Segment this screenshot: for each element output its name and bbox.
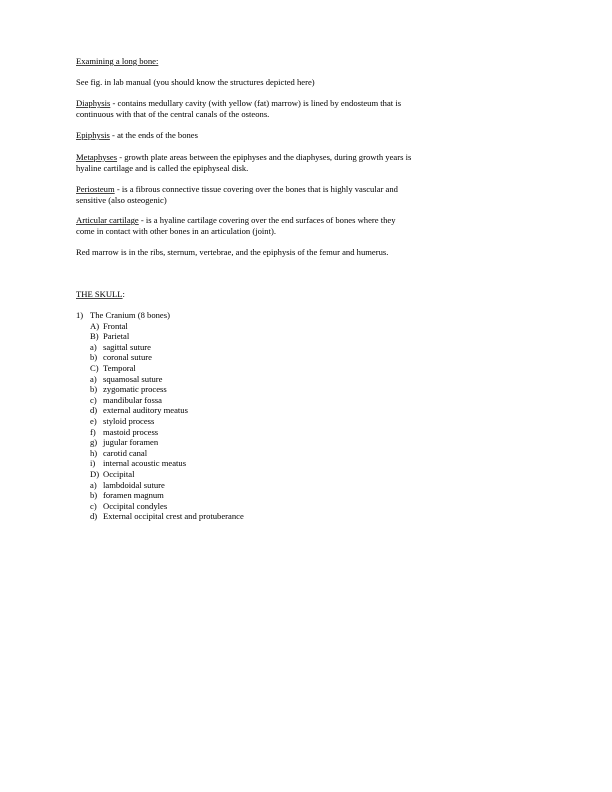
skull-heading-suffix: : (122, 289, 125, 299)
outline-item-text: Parietal (103, 331, 130, 342)
definition-periosteum (76, 184, 416, 205)
outline-item-label: A) (90, 320, 100, 331)
definition-text: - is a fibrous connective tissue covering over the bones that is highly vascular and sensitive (also osteogenic) (76, 184, 398, 205)
red-marrow-paragraph: Red marrow is in the ribs, sternum, vertebrae, and the epiphysis of the femur and humerus. (76, 247, 389, 257)
outline-item-label: g) (90, 437, 98, 448)
definition-metaphyses (76, 152, 416, 173)
outline-item-label: d) (90, 405, 98, 416)
outline-item-label: h) (90, 447, 98, 458)
outline-item-text: coronal suture (103, 352, 152, 363)
outline-item-text: mastoid process (103, 426, 159, 437)
outline-item (90, 458, 370, 469)
outline-item (90, 437, 370, 448)
outline-item-label: a) (90, 479, 97, 490)
outline-item-text: styloid process (103, 415, 155, 426)
outline-item-label: b) (90, 384, 98, 395)
intro-paragraph: See fig. in lab manual (you should know the structures depicted here) (76, 77, 315, 87)
outline-item (90, 395, 370, 406)
outline-item-label: e) (90, 415, 97, 426)
outline-item-text: Frontal (103, 320, 128, 331)
outline-item (90, 331, 370, 342)
outline-item-text: External occipital crest and protuberance (103, 511, 244, 522)
outline-item (90, 342, 370, 353)
definition-term: Periosteum (76, 184, 115, 194)
outline-item-label: C) (90, 362, 99, 373)
definition-text: - growth plate areas between the epiphyses and the diaphyses, during growth years is hyaline cartilage and is called the epiphyseal disk. (76, 152, 412, 173)
outline-item-label: a) (90, 341, 97, 352)
outline-title: The Cranium (8 bones) (90, 310, 170, 320)
outline-item-label: B) (90, 331, 99, 342)
outline-item-list (90, 321, 370, 522)
section-heading (76, 56, 416, 67)
definition-diaphysis (76, 98, 416, 119)
outline-item-text: Temporal (103, 362, 136, 373)
outline-item (90, 416, 370, 427)
outline-item (90, 427, 370, 438)
skull-heading (76, 289, 416, 300)
outline-item (90, 480, 370, 491)
outline-item-label: a) (90, 373, 97, 384)
outline-item (90, 511, 370, 522)
outline-item-text: Occipital (103, 468, 135, 479)
outline-item (90, 501, 370, 512)
outline-item (90, 352, 370, 363)
outline-item-text: zygomatic process (103, 384, 167, 395)
outline-item-text: jugular foramen (103, 437, 159, 448)
outline-item (90, 490, 370, 501)
definition-articular-cartilage (76, 215, 416, 236)
outline-item-text: Occipital condyles (103, 500, 168, 511)
outline-item-text: mandibular fossa (103, 394, 162, 405)
outline-item-text: squamosal suture (103, 373, 163, 384)
definition-epiphysis (76, 130, 416, 141)
definition-term: Epiphysis (76, 130, 110, 140)
outline-item (90, 374, 370, 385)
outline-item (90, 405, 370, 416)
heading-text: Examining a long bone: (76, 56, 159, 66)
outline-item-text: sagittal suture (103, 341, 151, 352)
definition-term: Diaphysis (76, 98, 111, 108)
outline-item-label: d) (90, 511, 98, 522)
outline-item-label: b) (90, 352, 98, 363)
outline-item-label: c) (90, 500, 97, 511)
outline-item (90, 384, 370, 395)
outline-item (90, 321, 370, 332)
definition-text: - at the ends of the bones (109, 130, 198, 140)
outline-item-text: foramen magnum (103, 490, 164, 501)
definition-term: Metaphyses (76, 152, 118, 162)
outline-item-label: i) (90, 458, 96, 469)
outline-number: 1) (76, 310, 84, 320)
outline-item-text: external auditory meatus (103, 405, 188, 416)
definition-text: - contains medullary cavity (with yellow (fat) marrow) is lined by endosteum that is continuous with that of the central canals of the osteons. (76, 98, 402, 119)
outline-item-text: lambdoidal suture (103, 479, 165, 490)
outline-item-text: internal acoustic meatus (103, 458, 187, 469)
definition-term: Articular cartilage (76, 215, 139, 225)
outline-item-text: carotid canal (103, 447, 148, 458)
skull-heading-text: THE SKULL (76, 289, 123, 299)
outline-item (90, 469, 370, 480)
outline-item-label: f) (90, 426, 96, 437)
outline-item-label: b) (90, 490, 98, 501)
outline-item-label: c) (90, 394, 97, 405)
outline-item (90, 363, 370, 374)
outline-item (90, 448, 370, 459)
definition-text: - is a hyaline cartilage covering over the end surfaces of bones where they come in contact with other bones in an articulation (joint). (76, 215, 396, 236)
outline-item-label: D) (90, 468, 100, 479)
